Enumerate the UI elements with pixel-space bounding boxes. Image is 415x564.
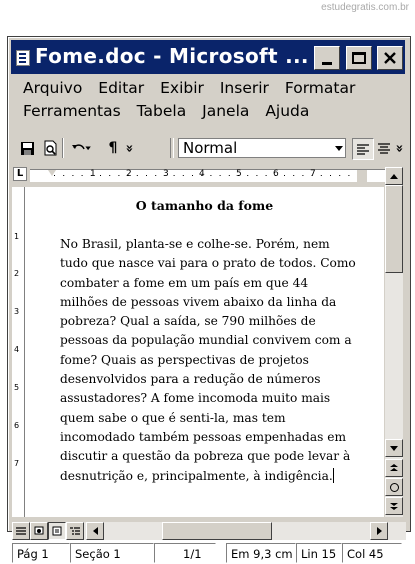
scroll-right-button[interactable] <box>370 522 388 540</box>
title-bar[interactable] <box>11 40 405 74</box>
document-line: combater a fome em um país em que 44 <box>60 275 309 290</box>
style-value: Normal <box>183 139 238 157</box>
word-window <box>7 36 411 561</box>
vertical-scrollbar[interactable] <box>385 167 403 517</box>
minimize-button[interactable] <box>314 46 340 70</box>
vruler-mark: 2 <box>14 269 20 278</box>
undo-button[interactable] <box>68 138 96 158</box>
document-line: pessoas da população mundial convivem com a <box>60 333 352 348</box>
document-line: assustadores? A fome incomoda muito mais <box>60 391 331 406</box>
vruler-mark: 1 <box>14 232 20 241</box>
browse-object-icon <box>390 483 399 492</box>
double-arrow-up-icon <box>390 464 398 472</box>
align-left-button[interactable] <box>352 138 374 160</box>
status-column: Col 45 <box>342 543 402 563</box>
menu-inserir[interactable]: Inserir <box>219 79 269 97</box>
save-icon <box>20 141 35 156</box>
status-page: Pág 1 <box>12 543 70 563</box>
dropdown-arrow-icon <box>335 146 343 151</box>
document-title: O tamanho da fome <box>135 198 274 213</box>
align-center-icon <box>378 143 390 154</box>
document-line: fome? Quais as perspectivas de projetos <box>60 352 309 367</box>
web-layout-icon <box>34 526 44 536</box>
print-preview-icon <box>43 140 58 156</box>
chevron-icon: » <box>391 143 407 153</box>
print-layout-icon <box>52 526 62 536</box>
document-line: pobreza? Qual a saída, se 790 milhões de <box>60 314 316 329</box>
scroll-down-button[interactable] <box>385 439 403 457</box>
horizontal-ruler[interactable] <box>12 165 406 185</box>
toolbar-more-chevron[interactable] <box>391 138 407 158</box>
document-line: desenvolvidos para a redução de números <box>60 372 321 387</box>
right-indent-marker[interactable] <box>357 170 367 182</box>
formatting-toolbar <box>12 135 406 161</box>
maximize-icon <box>352 52 366 64</box>
status-line: Lin 15 <box>296 543 342 563</box>
vruler-mark: 4 <box>14 345 20 354</box>
vruler-mark: 6 <box>14 421 20 430</box>
close-button[interactable] <box>377 46 403 70</box>
select-browse-object-button[interactable] <box>385 478 403 496</box>
document-line: quem sabe o que é senti-la, mas tem <box>60 410 286 425</box>
vruler-mark: 7 <box>14 459 20 468</box>
outline-view-icon <box>70 527 80 536</box>
scroll-left-button[interactable] <box>86 522 104 540</box>
menu-janela[interactable]: Janela <box>202 102 250 120</box>
document-line: No Brasil, planta-se e colhe-se. Porém, nem <box>60 237 330 251</box>
show-paragraph-button[interactable] <box>103 138 123 158</box>
maximize-button[interactable] <box>346 46 372 70</box>
window-title: Fome.doc - Microsoft ... <box>35 44 309 68</box>
document-line: tudo que nasce vai para o prato de todos. Como <box>60 256 356 271</box>
vruler-mark: 5 <box>14 383 20 392</box>
menu-exibir[interactable]: Exibir <box>160 79 204 97</box>
document-body[interactable] <box>60 235 382 486</box>
ruler-mark: 7 <box>310 169 316 179</box>
document-icon[interactable] <box>16 50 30 66</box>
menu-ferramentas[interactable]: Ferramentas <box>23 102 121 120</box>
normal-view-button[interactable] <box>12 522 30 540</box>
scroll-up-button[interactable] <box>385 167 403 185</box>
undo-icon <box>71 142 93 154</box>
paragraph-mark-icon: ¶ <box>108 140 118 156</box>
toolbar-options-chevron[interactable] <box>121 138 137 158</box>
ruler-mark: 2 <box>126 169 132 179</box>
web-layout-view-button[interactable] <box>30 522 48 540</box>
toolbar-grip <box>170 138 174 158</box>
toolbar-separator <box>62 138 63 158</box>
print-preview-button[interactable] <box>40 138 60 158</box>
ruler-mark: 4 <box>199 169 205 179</box>
document-line: desnutrição e, principalmente, à indigência. <box>60 468 333 483</box>
double-arrow-down-icon <box>390 502 398 510</box>
close-icon <box>383 51 397 65</box>
align-left-icon <box>357 144 369 155</box>
minimize-icon <box>322 62 332 65</box>
menu-ajuda[interactable]: Ajuda <box>265 102 310 120</box>
previous-page-button[interactable] <box>385 459 403 477</box>
menu-bar <box>23 77 403 123</box>
ruler-mark: 6 <box>273 169 279 179</box>
next-page-button[interactable] <box>385 497 403 515</box>
status-position: Em 9,3 cm <box>226 543 296 563</box>
style-select[interactable] <box>178 138 346 158</box>
arrow-down-icon <box>390 446 398 451</box>
menu-tabela[interactable]: Tabela <box>136 102 187 120</box>
horizontal-scroll-thumb[interactable] <box>162 522 272 540</box>
status-section: Seção 1 <box>70 543 154 563</box>
menu-formatar[interactable]: Formatar <box>284 79 356 97</box>
menu-arquivo[interactable]: Arquivo <box>23 79 83 97</box>
vertical-ruler[interactable] <box>12 187 25 517</box>
outline-view-button[interactable] <box>66 522 84 540</box>
vruler-mark: 3 <box>14 307 20 316</box>
ruler-ticks <box>30 170 385 182</box>
arrow-right-icon <box>377 527 382 535</box>
chevron-icon: » <box>121 143 137 153</box>
text-cursor <box>333 468 334 483</box>
tab-selector[interactable]: L <box>13 167 27 181</box>
document-line: incomodado também pessoas empenhadas em <box>60 429 347 444</box>
horizontal-scrollbar-area <box>12 522 406 540</box>
arrow-up-icon <box>390 174 398 179</box>
scroll-thumb[interactable] <box>385 185 403 273</box>
save-button[interactable] <box>17 138 37 158</box>
print-layout-view-button[interactable] <box>48 522 66 540</box>
status-bar <box>12 543 406 563</box>
ruler-mark: 5 <box>236 169 242 179</box>
document-page[interactable] <box>25 187 384 517</box>
ruler-mark: 1 <box>90 169 96 179</box>
menu-editar[interactable]: Editar <box>98 79 145 97</box>
watermark-text: estudegratis.com.br <box>321 2 409 13</box>
arrow-left-icon <box>93 527 98 535</box>
document-line: discutir a questão da pobreza que pode levar à <box>60 449 351 464</box>
document-line: milhões de pessoas vivem abaixo da linha da <box>60 294 337 309</box>
normal-view-icon <box>16 527 26 535</box>
ruler-mark: 3 <box>163 169 169 179</box>
ruler-track <box>30 169 385 182</box>
status-page-of: 1/1 <box>154 543 216 563</box>
